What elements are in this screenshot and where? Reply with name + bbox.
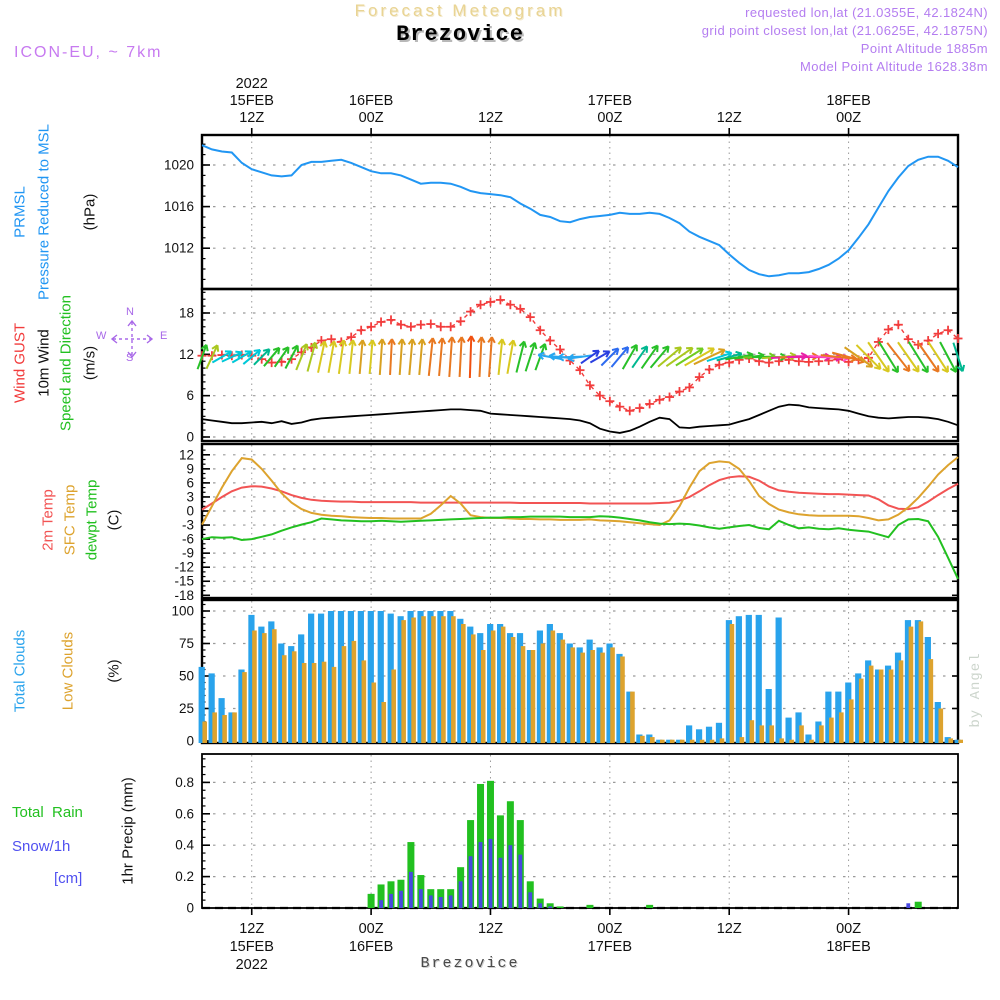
top-hour-label: 12Z (716, 110, 742, 126)
bottom-date-label: 18FEB (826, 939, 871, 955)
top-year-label: 2022 (235, 76, 268, 92)
point-altitude: Point Altitude 1885m (860, 41, 988, 56)
low-clouds-label: Low Clouds (59, 631, 77, 711)
temp-ytick: -12 (174, 559, 194, 575)
grid-point-lonlat: grid point closest lon,lat (21.0625E, 42.1875N) (701, 23, 988, 38)
compass-south-label: S (126, 352, 134, 364)
precip-ytick: 0.6 (175, 806, 194, 822)
bottom-hour-label: 12Z (239, 921, 265, 937)
station-title: Brezovice (396, 22, 524, 47)
temp-ytick: 6 (186, 475, 194, 491)
page-title: Forecast Meteogram (354, 1, 566, 20)
top-hour-label: 00Z (836, 110, 862, 126)
temp-ytick: -18 (174, 587, 194, 603)
wind-panel (179, 289, 964, 445)
model-point-altitude: Model Point Altitude 1628.38m (800, 59, 988, 74)
pressure-ytick: 1020 (163, 157, 194, 173)
temp-unit-label: (C) (105, 509, 123, 531)
temp-ytick: 0 (186, 503, 194, 519)
top-hour-label: 00Z (597, 110, 623, 126)
temp-panel (174, 444, 958, 603)
temp-ytick: 9 (186, 461, 194, 477)
requested-lonlat: requested lon,lat (21.0355E, 42.1824N) (745, 5, 988, 20)
rain-label: Total Rain (12, 804, 83, 821)
pressure-label-long: Pressure Reduced to MSL (35, 124, 53, 300)
temp-ytick: 3 (186, 489, 194, 505)
pressure-ytick: 1012 (163, 240, 194, 256)
pressure-panel (164, 128, 958, 289)
clouds-ytick: 25 (178, 701, 194, 716)
temp-ytick: -3 (181, 517, 194, 533)
temp-ytick: -9 (181, 545, 194, 561)
precip-panel (175, 754, 958, 916)
credit-watermark: by Angel (968, 652, 984, 728)
temp-ytick: -6 (181, 531, 194, 547)
clouds-ytick: 100 (171, 603, 194, 619)
bottom-hour-label: 00Z (358, 921, 384, 937)
wind-ytick: 12 (178, 346, 194, 362)
pressure-unit-label: (hPa) (81, 193, 99, 231)
top-date-label: 15FEB (229, 93, 274, 109)
precip-ytick: 0.2 (175, 869, 194, 885)
wind-unit-label: (m/s) (81, 345, 99, 381)
top-date-label: 17FEB (587, 93, 633, 109)
clouds-ytick: 0 (186, 733, 194, 749)
bottom-hour-label: 00Z (836, 921, 862, 937)
wind-gust-label: Wind GUST (11, 322, 29, 404)
precip-ytick: 0.4 (175, 837, 194, 853)
temp-2m-label: 2m Temp (39, 489, 57, 551)
precip-ytick: 0.8 (175, 774, 194, 790)
bottom-date-label: 17FEB (587, 939, 633, 955)
compass-west-label: W (96, 330, 107, 342)
bottom-hour-label: 00Z (597, 921, 623, 937)
bottom-hour-label: 12Z (477, 921, 503, 937)
clouds-ytick: 50 (178, 668, 194, 684)
wind-speed-dir-label: Speed and Direction (57, 295, 75, 431)
clouds-ytick: 75 (178, 636, 194, 651)
wind-ytick: 6 (186, 388, 194, 404)
compass-east-label: E (160, 330, 168, 342)
wind-10m-label: 10m Wind (35, 329, 53, 397)
precip-unit-label: 1hr Precip (mm) (119, 777, 137, 885)
top-date-label: 16FEB (348, 93, 394, 109)
top-hour-label: 00Z (358, 110, 384, 126)
wind-ytick: 0 (186, 429, 194, 445)
compass-north-label: N (126, 306, 134, 318)
top-date-label: 18FEB (826, 93, 871, 109)
pressure-ytick: 1016 (163, 199, 194, 215)
clouds-unit-label: (%) (105, 659, 123, 683)
bottom-year-label: 2022 (235, 957, 268, 973)
bottom-station-label: Brezovice (420, 955, 520, 972)
pressure-label-prmsl: PRMSL (11, 186, 29, 238)
temp-sfc-label: SFC Temp (61, 484, 79, 556)
temp-ytick: -15 (174, 573, 194, 589)
temp-ytick: 12 (178, 447, 194, 463)
snow-label: Snow/1h (12, 838, 71, 855)
precip-ytick: 0 (186, 900, 194, 916)
bottom-hour-label: 12Z (716, 921, 742, 937)
wind-ytick: 18 (178, 305, 194, 321)
model-label: ICON-EU, ~ 7km (14, 44, 163, 61)
temp-dewpt-label: dewpt Temp (83, 479, 101, 561)
top-hour-label: 12Z (477, 110, 503, 126)
clouds-panel (171, 600, 963, 749)
bottom-date-label: 16FEB (348, 939, 394, 955)
top-hour-label: 12Z (239, 110, 265, 126)
bottom-date-label: 15FEB (229, 939, 274, 955)
snow-unit-label: [cm] (54, 870, 83, 887)
total-clouds-label: Total Clouds (11, 629, 29, 713)
